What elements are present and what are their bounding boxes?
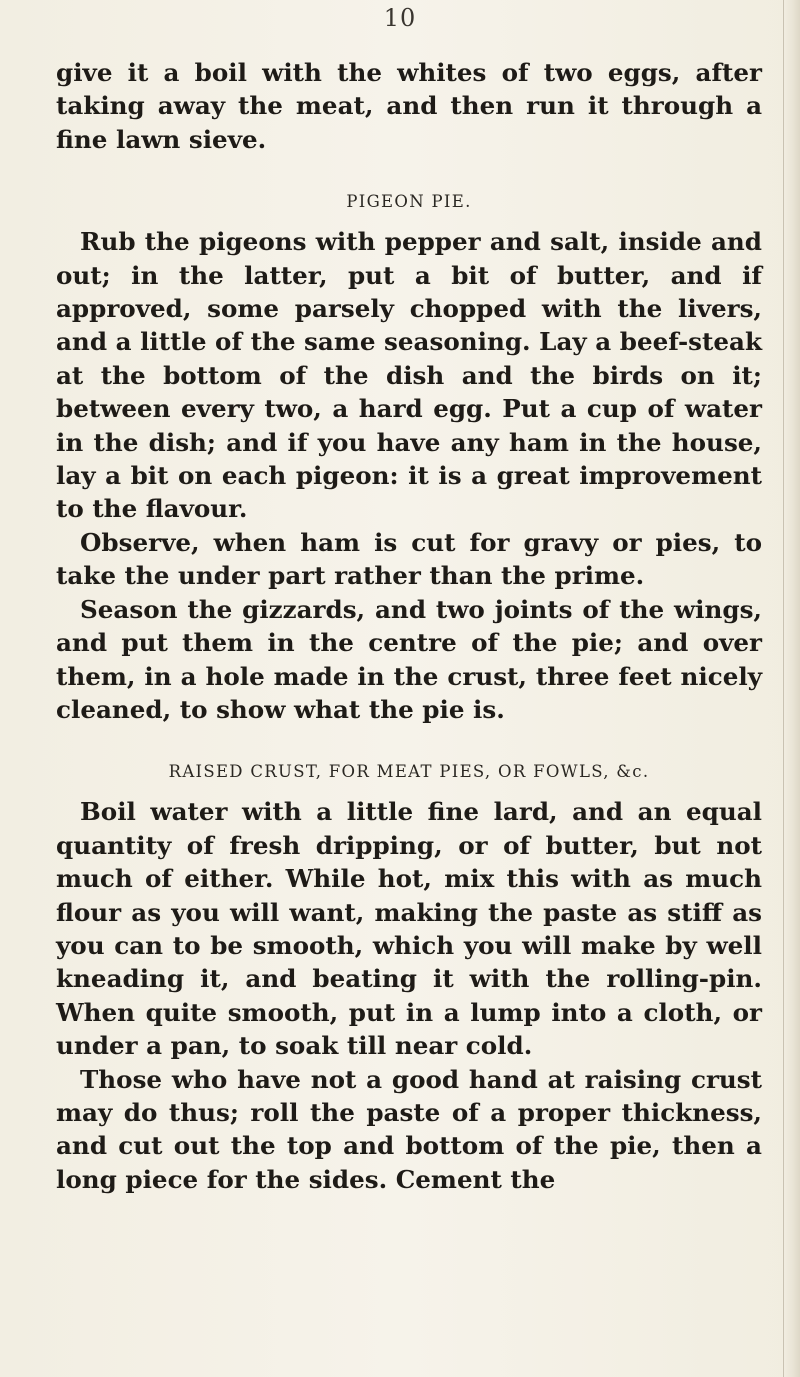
opening-paragraph: give it a boil with the whites of two eggs, after taking away the meat, and then run it through a fine lawn sieve. xyxy=(56,58,762,154)
page-edge xyxy=(782,0,800,1377)
section-heading-raised-crust: RAISED CRUST, FOR MEAT PIES, OR FOWLS, &c. xyxy=(168,762,650,782)
paragraph: Boil water with a little fine lard, and an equal quantity of fresh dripping, or of butter, but not much of either. While hot, mix this with as much flour as you will want, making the paste as stiff as you can to be smooth, which you will make by well kneading it, and beating it with the rolling-pin. When quite smooth, put in a lump into a cloth, or under a pan, to soak till near cold. xyxy=(56,797,762,1061)
paragraph: Observe, when ham is cut for gravy or pies, to take the under part rather than the prime. xyxy=(56,527,762,591)
paragraph: Season the gizzards, and two joints of the wings, and put them in the centre of the pie; and over them, in a hole made in the crust, three feet nicely cleaned, to show what the pie is. xyxy=(56,594,762,724)
section-heading-pigeon-pie: PIGEON PIE. xyxy=(346,192,472,212)
paragraph: Those who have not a good hand at raising crust may do thus; roll the paste of a proper thickness, and cut out the top and bottom of the pie, then a long piece for the sides. Cement the xyxy=(56,1064,762,1194)
page-number: 10 xyxy=(383,4,417,32)
page-edge-line xyxy=(783,0,784,1377)
page-body xyxy=(56,56,762,1196)
paragraph: Rub the pigeons with pepper and salt, inside and out; in the latter, put a bit of butter, and if approved, some parsely chopped with the livers, and a little of the same seasoning. Lay a beef-steak at the bottom of the dish and the birds on it; between every two, a hard egg. Put a cup of water in the dish; and if you have any ham in the house, lay a bit on each pigeon: it is a great improvement to the flavour. xyxy=(56,227,762,524)
